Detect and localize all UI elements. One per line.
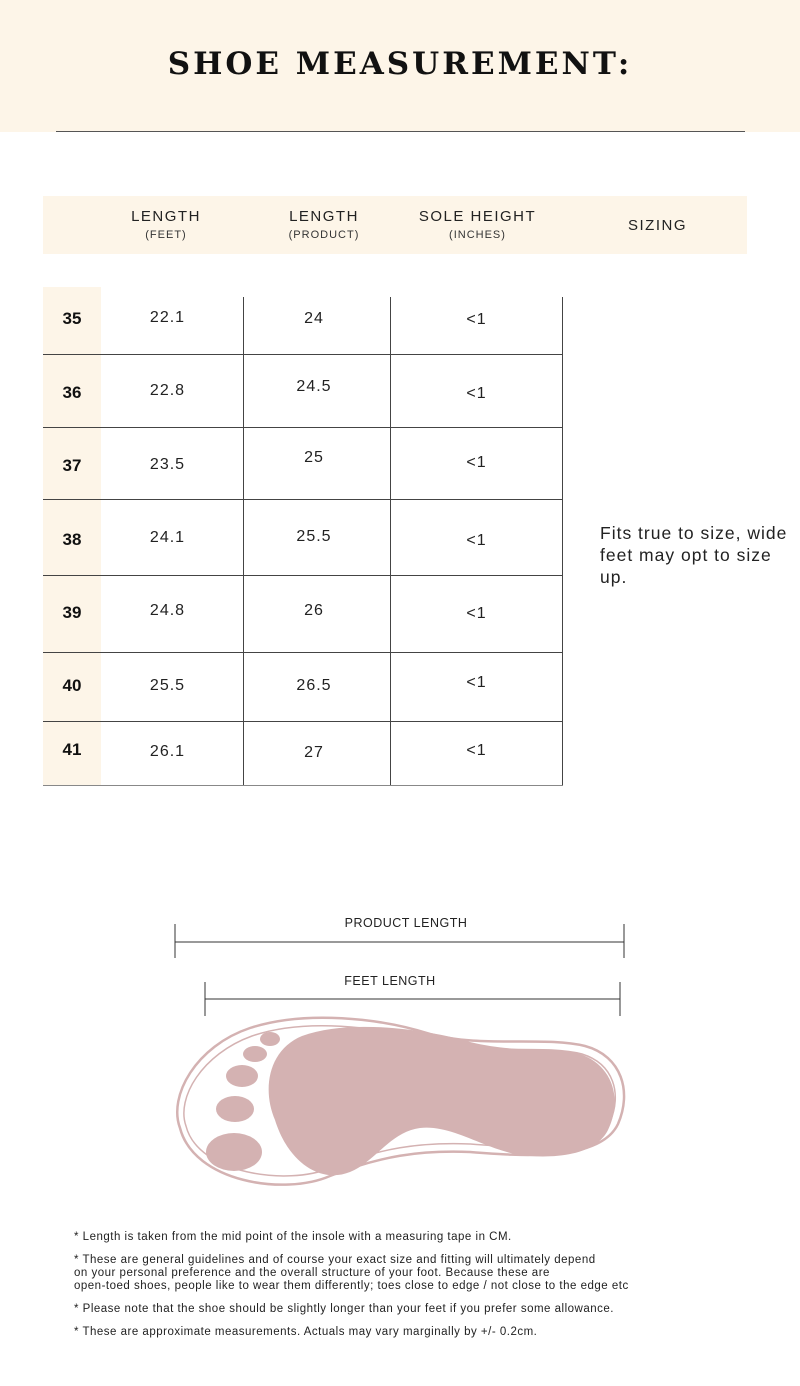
sole-height-cell: <1 bbox=[466, 674, 487, 691]
row-divider bbox=[43, 721, 563, 722]
row-divider bbox=[43, 427, 563, 428]
feet-length-cell: 22.1 bbox=[149, 309, 186, 326]
header-sub-label: (INCHES) bbox=[449, 229, 506, 241]
header-sizing bbox=[600, 217, 715, 234]
row-divider bbox=[43, 785, 563, 786]
title-divider bbox=[56, 131, 745, 132]
note-line: open-toed shoes, people like to wear them differently; toes close to edge / not close to the edge etc bbox=[74, 1280, 629, 1292]
header-length-product bbox=[258, 208, 390, 241]
foot-measurement-diagram bbox=[0, 900, 800, 1200]
header-main-label: SOLE HEIGHT bbox=[418, 208, 537, 225]
size-label: 37 bbox=[62, 456, 82, 475]
size-label: 35 bbox=[62, 309, 82, 328]
size-label: 41 bbox=[62, 740, 82, 759]
note-line: on your personal preference and the overall structure of your foot. Because these are bbox=[74, 1267, 550, 1279]
header-main-label: SIZING bbox=[627, 217, 687, 234]
product-length-cell: 25.5 bbox=[296, 528, 332, 545]
row-divider bbox=[43, 354, 563, 355]
size-label: 38 bbox=[62, 530, 82, 549]
header-main-label: LENGTH bbox=[131, 208, 201, 225]
sole-height-cell: <1 bbox=[466, 742, 487, 759]
row-divider bbox=[43, 499, 563, 500]
sole-height-cell: <1 bbox=[466, 532, 487, 549]
sole-height-cell: <1 bbox=[466, 454, 487, 471]
feet-length-bracket bbox=[205, 982, 620, 1016]
product-length-cell: 26.5 bbox=[296, 677, 332, 694]
row-divider bbox=[43, 652, 563, 653]
page-title: SHOE MEASUREMENT: bbox=[167, 46, 633, 82]
header-main-label: LENGTH bbox=[289, 208, 359, 225]
product-length-cell: 24.5 bbox=[296, 378, 332, 395]
foot-sole-icon bbox=[177, 1018, 624, 1185]
feet-length-cell: 23.5 bbox=[149, 456, 186, 473]
product-length-label: PRODUCT LENGTH bbox=[344, 916, 468, 930]
feet-length-cell: 26.1 bbox=[149, 743, 186, 760]
feet-length-cell: 22.8 bbox=[149, 382, 186, 399]
feet-length-label: FEET LENGTH bbox=[344, 974, 436, 988]
grid-divider bbox=[562, 297, 563, 785]
feet-length-cell: 25.5 bbox=[149, 677, 186, 694]
note-line: * Please note that the shoe should be slightly longer than your feet if you prefer some allowance. bbox=[74, 1303, 614, 1315]
note-line: * These are general guidelines and of course your exact size and fitting will ultimately depend bbox=[74, 1254, 596, 1266]
sole-height-cell: <1 bbox=[466, 605, 487, 622]
note-line: * Length is taken from the mid point of the insole with a measuring tape in CM. bbox=[74, 1231, 512, 1243]
size-label: 36 bbox=[62, 383, 82, 402]
product-length-cell: 27 bbox=[304, 744, 324, 761]
header-sub-label: (FEET) bbox=[145, 229, 187, 241]
header-sole-height bbox=[400, 208, 555, 241]
note-line: * These are approximate measurements. Actuals may vary marginally by +/- 0.2cm. bbox=[74, 1326, 538, 1338]
notes-section bbox=[74, 1231, 774, 1349]
feet-length-cell: 24.1 bbox=[149, 529, 186, 546]
sizing-note: Fits true to size, wide feet may opt to size up. bbox=[600, 523, 788, 587]
product-length-cell: 25 bbox=[304, 449, 324, 466]
size-label: 39 bbox=[62, 603, 82, 622]
sole-height-cell: <1 bbox=[466, 385, 487, 402]
header-length-feet bbox=[100, 208, 232, 241]
size-label: 40 bbox=[62, 676, 82, 695]
product-length-cell: 26 bbox=[304, 602, 324, 619]
row-divider bbox=[43, 575, 563, 576]
feet-length-cell: 24.8 bbox=[149, 602, 186, 619]
product-length-bracket bbox=[175, 924, 624, 958]
header-sub-label: (PRODUCT) bbox=[288, 229, 360, 241]
product-length-cell: 24 bbox=[304, 310, 324, 327]
sole-height-cell: <1 bbox=[466, 311, 487, 328]
